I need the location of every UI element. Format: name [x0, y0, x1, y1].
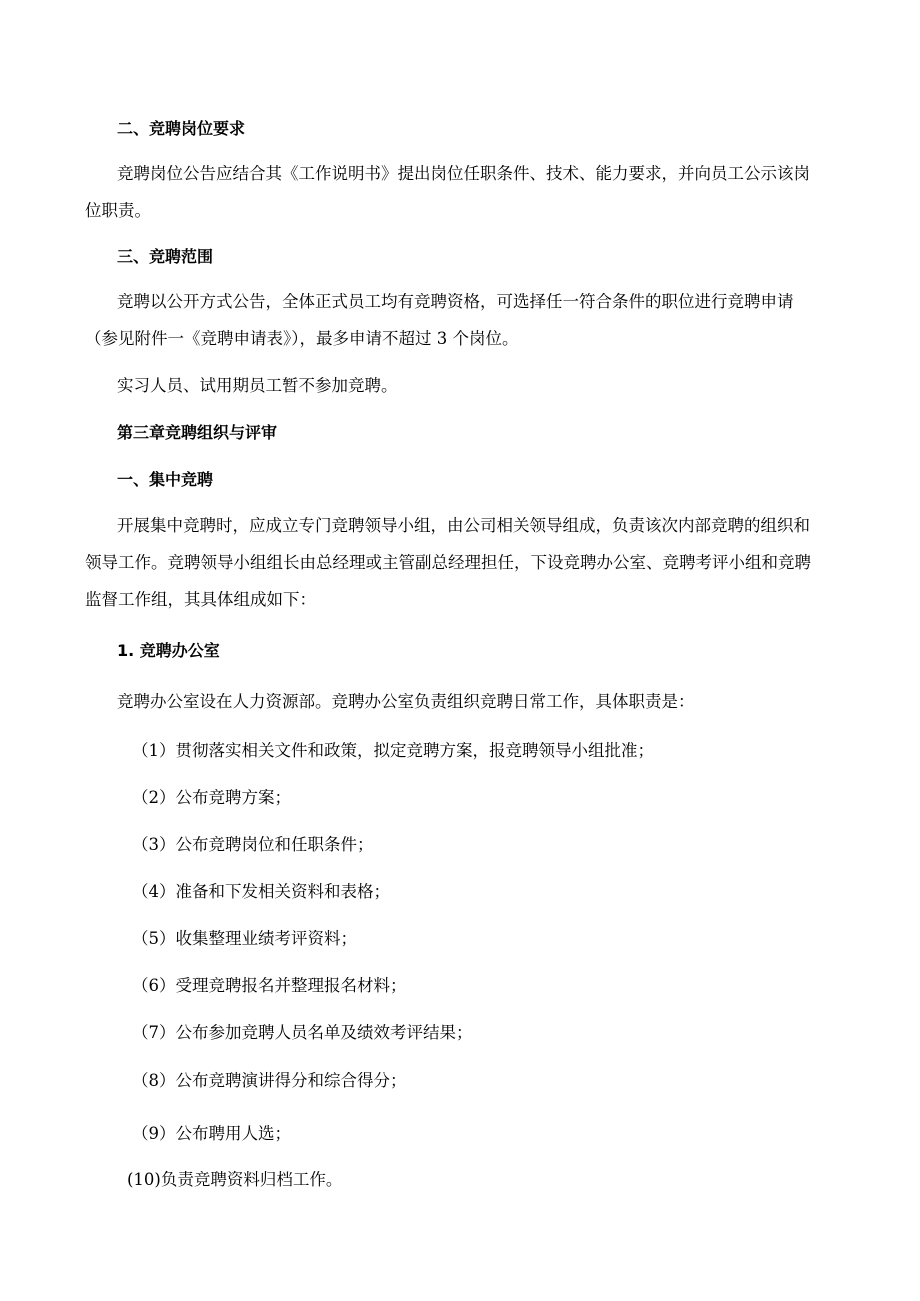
paragraph-line: （参见附件一《竞聘申请表》），最多申请不超过 3 个岗位。: [85, 329, 519, 348]
paragraph-line: 监督工作组，其具体组成如下：: [85, 590, 316, 609]
list-item: （5）收集整理业绩考评资料；: [132, 929, 357, 948]
list-item: (10)负责竞聘资料归档工作。: [127, 1170, 343, 1189]
list-item: （1）贯彻落实相关文件和政策，拟定竞聘方案，报竞聘领导小组批准；: [132, 741, 654, 760]
office-heading: 1. 竞聘办公室: [117, 641, 220, 660]
paragraph-line: 竞聘办公室设在人力资源部。竞聘办公室负责组织竞聘日常工作，具体职责是：: [117, 692, 695, 711]
list-item: （8）公布竞聘演讲得分和综合得分；: [132, 1071, 407, 1090]
paragraph-line: 领导工作。竞聘领导小组组长由总经理或主管副总经理担任，下设竞聘办公室、竞聘考评小组和竞聘: [85, 553, 811, 572]
section-heading-2: 二、竞聘岗位要求: [117, 119, 246, 138]
paragraph-line: 实习人员、试用期员工暂不参加竞聘。: [117, 376, 398, 395]
list-item: （7）公布参加竞聘人员名单及绩效考评结果；: [132, 1023, 473, 1042]
list-item: （6）受理竞聘报名并整理报名材料；: [132, 976, 407, 995]
paragraph-line: 位职责。: [85, 201, 151, 220]
list-item: （9）公布聘用人选；: [132, 1124, 291, 1143]
section-heading-3: 三、竞聘范围: [117, 247, 214, 266]
paragraph-line: 竞聘以公开方式公告，全体正式员工均有竞聘资格，可选择任一符合条件的职位进行竞聘申请: [117, 292, 794, 311]
paragraph-line: 竞聘岗位公告应结合其《工作说明书》提出岗位任职条件、技术、能力要求，并向员工公示该岗: [117, 164, 810, 183]
subsection-heading: 一、集中竞聘: [117, 470, 214, 489]
paragraph-line: 开展集中竞聘时，应成立专门竞聘领导小组，由公司相关领导组成，负责该次内部竞聘的组织和: [117, 516, 810, 535]
list-item: （2）公布竞聘方案；: [132, 788, 291, 807]
list-item: （4）准备和下发相关资料和表格；: [132, 882, 390, 901]
list-item: （3）公布竞聘岗位和任职条件；: [132, 835, 374, 854]
chapter-heading: 第三章竞聘组织与评审: [117, 423, 278, 442]
